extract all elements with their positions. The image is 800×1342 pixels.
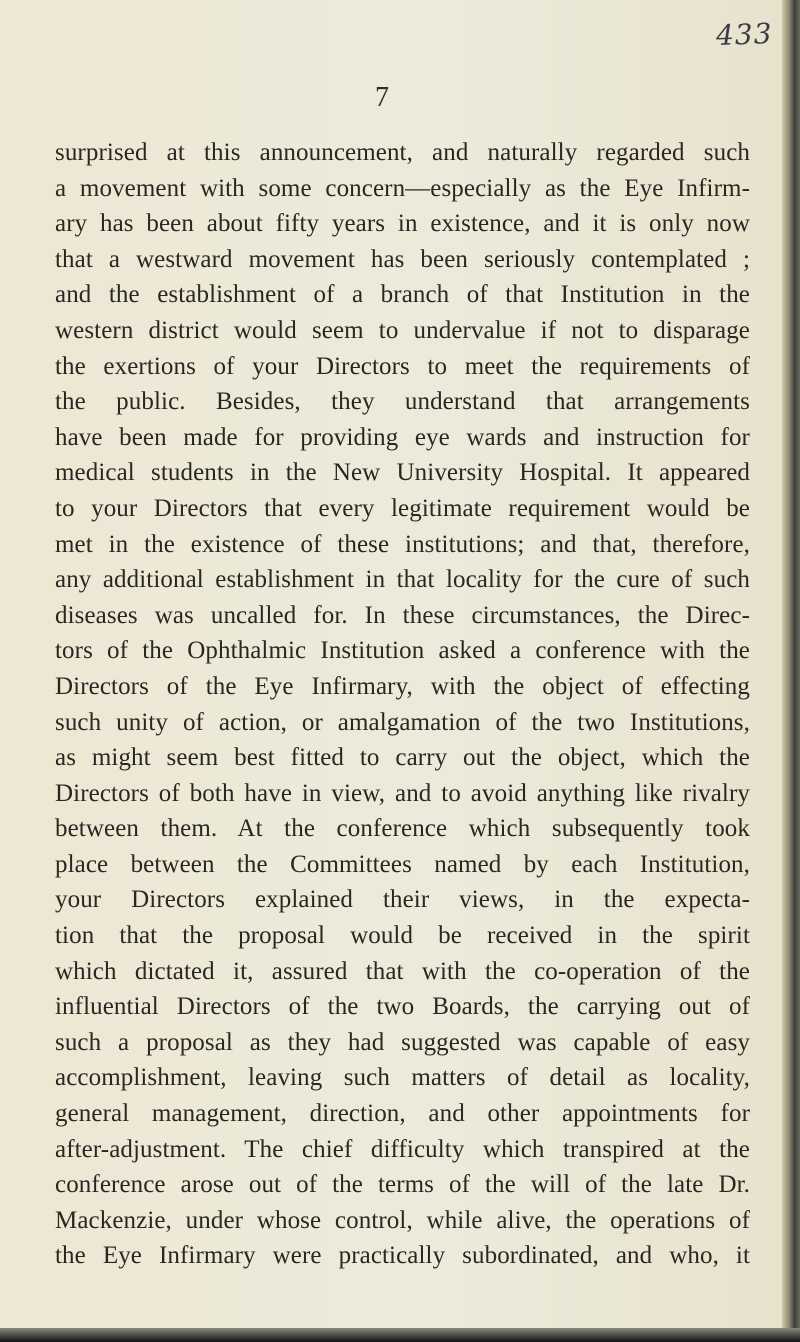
text-line: place between the Committees named by each Institution, xyxy=(55,850,750,878)
text-line: general management, direction, and other appointments for xyxy=(55,1100,750,1128)
text-line: surprised at this announcement, and naturally regarded such xyxy=(55,139,750,166)
text-line: such a proposal as they had suggested was capable of easy xyxy=(55,1028,750,1056)
text-line: ary has been about fifty years in existence, and it is only now xyxy=(55,210,750,238)
text-line: Mackenzie, under whose control, while alive, the operations of xyxy=(55,1206,750,1234)
text-line: a movement with some concern—especially as the Eye Infirm- xyxy=(55,174,750,202)
text-line: which dictated it, assured that with the co-operation of the xyxy=(55,957,750,985)
page-binding-edge xyxy=(782,0,800,1342)
text-line: Directors of the Eye Infirmary, with the object of effecting xyxy=(55,672,750,700)
text-line: tors of the Ophthalmic Institution asked a conference with the xyxy=(55,637,750,665)
text-line: to your Directors that every legitimate requirement would be xyxy=(55,494,750,522)
text-line: your Directors explained their views, in the expecta- xyxy=(55,886,750,914)
text-line: the public. Besides, they understand that arrangements xyxy=(55,388,750,416)
text-line: medical students in the New University Hospital. It appeared xyxy=(55,459,750,487)
text-line: the exertions of your Directors to meet the requirements of xyxy=(55,352,750,380)
text-line: as might seem best fitted to carry out the object, which the xyxy=(55,744,750,772)
text-line: have been made for providing eye wards and instruction for xyxy=(55,423,750,451)
text-line: western district would seem to undervalue if not to disparage xyxy=(55,316,750,344)
text-line: and the establishment of a branch of that Institution in the xyxy=(55,281,750,309)
text-line: the Eye Infirmary were practically subordinated, and who, it xyxy=(55,1242,750,1270)
text-line: such unity of action, or amalgamation of the two Institutions, xyxy=(55,708,750,736)
text-line: after-adjustment. The chief difficulty which transpired at the xyxy=(55,1135,750,1163)
handwritten-folio-number: 433 xyxy=(714,17,773,52)
text-line: influential Directors of the two Boards, the carrying out of xyxy=(55,993,750,1021)
page-bottom-edge xyxy=(0,1328,800,1342)
page-number: 7 xyxy=(375,82,389,113)
text-line: any additional establishment in that locality for the cure of such xyxy=(55,566,750,594)
text-line: between them. At the conference which subsequently took xyxy=(55,815,750,843)
text-line: tion that the proposal would be received in the spirit xyxy=(55,922,750,950)
text-line: conference arose out of the terms of the will of the late Dr. xyxy=(55,1171,750,1199)
text-line: that a westward movement has been seriously contemplated ; xyxy=(55,245,750,273)
text-line: Directors of both have in view, and to avoid anything like rivalry xyxy=(55,779,750,807)
text-line: met in the existence of these institutions; and that, therefore, xyxy=(55,530,750,558)
body-text xyxy=(55,135,750,1274)
text-line: accomplishment, leaving such matters of detail as locality, xyxy=(55,1064,750,1092)
text-line: diseases was uncalled for. In these circumstances, the Direc- xyxy=(55,601,750,629)
